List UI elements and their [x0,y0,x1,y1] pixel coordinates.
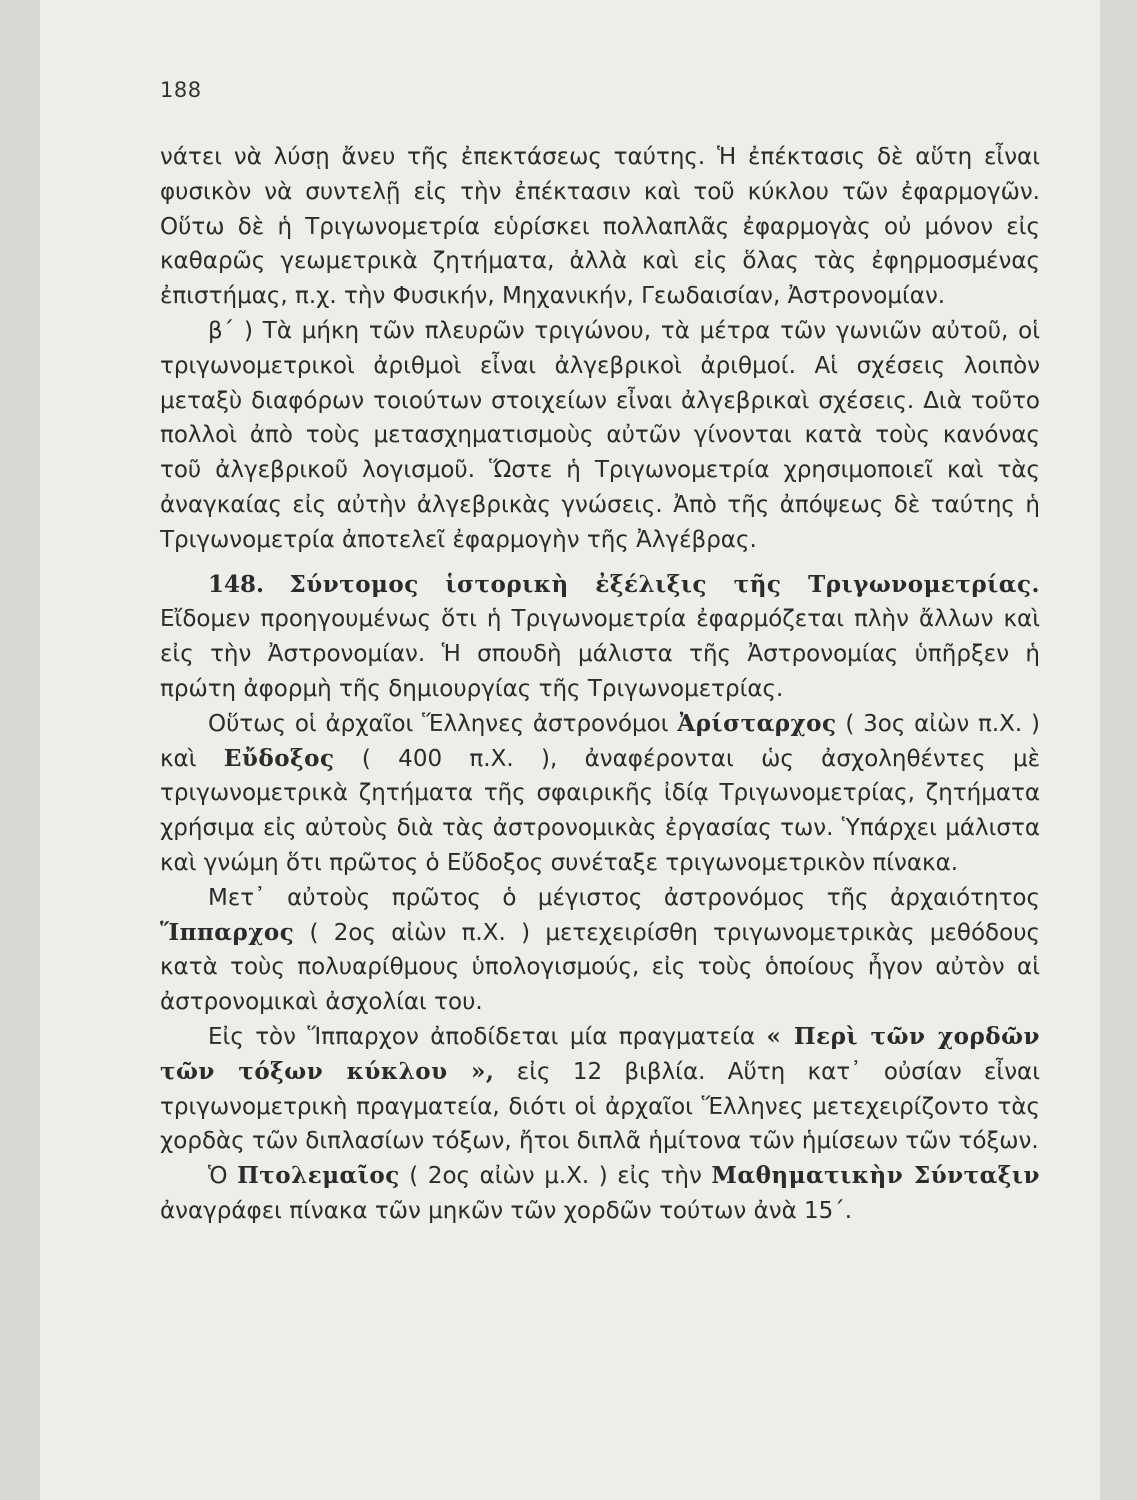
body-text [160,140,1040,1229]
paragraph-7-text-b: ( 2ος αἰὼν μ.Χ. ) εἰς τὴν [409,1163,702,1190]
section-number: 148. [208,570,265,598]
name-ptolemy: Πτολεμαῖος [237,1162,400,1190]
paragraph-7-text-a: Ὁ [208,1163,228,1190]
name-eudoxus: Εὔδοξος [223,744,335,772]
paragraph-5 [160,881,1040,1020]
name-aristarchus: Ἀρίσταρχος [677,709,837,737]
paragraph-1: νάτει νὰ λύσῃ ἄνευ τῆς ἐπεκτάσεως ταύτης. Ἡ ἐπέκτασις δὲ αὕτη εἶναι φυσικὸν νὰ συντελῇ εἰς τὴν ἐπέκτασιν καὶ τοῦ κύκλου τῶν ἐφαρμογῶν. Οὕτω δὲ ἡ Τριγωνομετρία εὑρίσκει πολλαπλᾶς ἐφαρμογὰς οὐ μόνον εἰς καθαρῶς γεωμετρικὰ ζητήματα, ἀλλὰ καὶ εἰς ὅλας τὰς ἐφηρμοσμένας ἐπιστήμας, π.χ. τὴν Φυσικήν, Μηχανικήν, Γεωδαισίαν, Ἀστρονομίαν. [160,144,1040,310]
paragraph-6 [160,1020,1040,1159]
section-title: Σύντομος ἱστορικὴ ἐξέλιξις τῆς Τριγωνομετρίας. [289,570,1040,598]
book-page [40,0,1100,1500]
paragraph-4-text-c: ( 400 π.Χ. ), ἀναφέρονται ὡς ἀσχοληθέντες μὲ τριγωνομετρικὰ ζητήματα τῆς σφαιρικῆς ἰδίᾳ Τριγωνομετρίας, ζητήματα χρήσιμα εἰς αὐτοὺς διὰ τὰς ἀστρονομικὰς ἐργασίας των. Ὑπάρχει μάλιστα καὶ γνώμη ὅτι πρῶτος ὁ Εὔδοξος συνέταξε τριγωνομετρικὸν πίνακα. [160,745,1041,876]
paragraph-4-text-b: ( 3ος αἰὼν π.Χ. ) καὶ [160,710,1041,772]
paragraph-7-text-c: ἀναγράφει πίνακα τῶν μηκῶν τῶν χορδῶν τούτων ἀνὰ 15΄. [160,1197,853,1224]
paragraph-4 [160,707,1040,881]
paragraph-6-text-b: εἰς 12 βιβλία. Αὕτη κατ᾽ οὐσίαν εἶναι τριγωνομετρικὴ πραγματεία, διότι οἱ ἀρχαῖοι Ἕλληνες μετεχειρίζοντο τὰς χορδὰς τῶν διπλασίων τόξων, ἤτοι διπλᾶ ἡμίτονα τῶν ἡμίσεων τῶν τόξων. [160,1058,1041,1155]
paragraph-4-text-a: Οὕτως οἱ ἀρχαῖοι Ἕλληνες ἀστρονόμοι [208,710,669,737]
paragraph-5-text-b: ( 2ος αἰὼν π.Χ. ) μετεχειρίσθη τριγωνομετρικὰς μεθόδους κατὰ τοὺς πολυαρίθμους ὑπολογισμούς, εἰς τοὺς ὁποίους ἦγον αὐτὸν αἱ ἀστρονομικαὶ ἀσχολίαι του. [160,919,1041,1016]
name-hipparchus: Ἵππαρχος [160,918,295,946]
paragraph-3-text: Εἴδομεν προηγουμένως ὅτι ἡ Τριγωνομετρία ἐφαρμόζεται πλὴν ἄλλων καὶ εἰς τὴν Ἀστρονομίαν. Ἡ σπουδὴ μάλιστα τῆς Ἀστρονομίας ὑπῆρξεν ἡ πρώτη ἀφορμὴ τῆς δημιουργίας τῆς Τριγωνομετρίας. [160,606,1040,702]
syntaxis-title: Μαθηματικὴν Σύνταξιν [711,1162,1041,1190]
treatise-title: « Περὶ τῶν χορδῶν τῶν τόξων κύκλου », [160,1022,1040,1085]
paragraph-5-text-a: Μετ᾽ αὐτοὺς πρῶτος ὁ μέγιστος ἀστρονόμος τῆς ἀρχαιότητος [208,884,1040,911]
paragraph-2: β΄ ) Τὰ μήκη τῶν πλευρῶν τριγώνου, τὰ μέτρα τῶν γωνιῶν αὐτοῦ, οἱ τριγωνομετρικοὶ ἀριθμοὶ εἶναι ἀλγεβρικοὶ ἀριθμοί. Αἱ σχέσεις λοιπὸν μεταξὺ διαφόρων τοιούτων στοιχείων εἶναι ἀλγεβρικαὶ σχέσεις. Διὰ τοῦτο πολλοὶ ἀπὸ τοὺς μετασχηματισμοὺς αὐτῶν γίνονται κατὰ τοὺς κανόνας τοῦ ἀλγεβρικοῦ λογισμοῦ. Ὥστε ἡ Τριγωνομετρία χρησιμοποιεῖ καὶ τὰς ἀναγκαίας εἰς αὐτὴν ἀλγεβρικὰς γνώσεις. Ἀπὸ τῆς ἀπόψεως δὲ ταύτης ἡ Τριγωνομετρία ἀποτελεῖ ἐφαρμογὴν τῆς Ἀλγέβρας. [160,317,1040,553]
page-number: 188 [160,78,202,102]
paragraph-7 [160,1159,1040,1229]
paragraph-3 [160,568,1040,707]
paragraph-6-text-a: Εἰς τὸν Ἵππαρχον ἀποδίδεται μία πραγματεία [208,1023,756,1050]
